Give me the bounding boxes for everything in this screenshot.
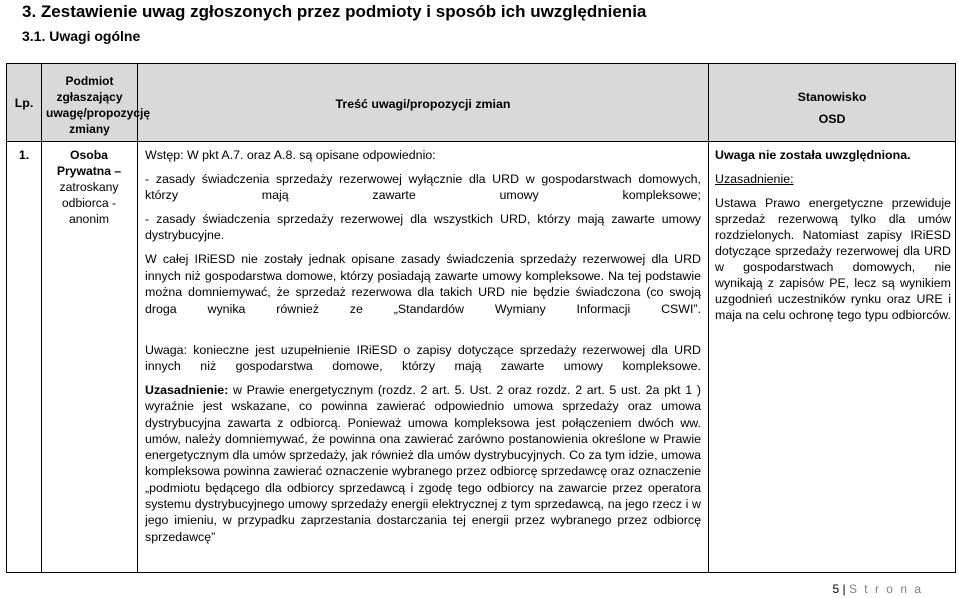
row-tresc-bullet2: - zasady świadczenia sprzedaży rezerwowej dla wszystkich URD, którzy mają zawarte umowy dystrybucyjne. [145, 212, 701, 242]
row-tresc-uzasadnienie [145, 382, 701, 568]
row-stanowisko-text: Ustawa Prawo energetyczne przewiduje sprzedaż rezerwową tylko dla umów rozdzielonych. Natomiast zapisy IRiESD dotyczące sprzedaży rezerwowej dla URD w gospodarstwach domowych, nie wynikają z zapisów PE, lecz są wynikiem uzgodnień uczestników rynku oraz URE i maja na celu ochronę tego typu odbiorców. [715, 196, 951, 322]
table-bottom-border [6, 572, 956, 573]
col-border-right [955, 63, 956, 573]
header-podmiot: Podmiot zgłaszający uwagę/propozycję zmiany [46, 74, 151, 136]
row-podmiot [44, 147, 134, 227]
footer-label: S t r o n a [848, 582, 923, 596]
row-tresc-para2: Uwaga: konieczne jest uzupełnienie IRiESD o zapisy dotyczące sprzedaży rezerwowej dla URD innych niż gospodarstwa domowe, którzy mają zawarte umowy kompleksowe. [145, 343, 701, 373]
page-number: 5 [832, 582, 840, 596]
row-podmiot-name: Osoba Prywatna – [56, 148, 122, 178]
row-podmiot-desc: zatroskany odbiorca - anonim [59, 180, 119, 226]
row-tresc-uzasadnienie-label: Uzasadnienie: [145, 383, 229, 397]
table-top-border [6, 63, 956, 64]
row-lp: 1. [18, 148, 30, 162]
col-border-lp [41, 63, 42, 573]
col-border-podmiot [137, 63, 138, 573]
row-tresc-uzasadnienie-text: w Prawie energetycznym (rozdz. 2 art. 5. Ust. 2 oraz rozdz. 2 art. 5 ust. 2a pkt 1 ) wyraźnie jest wskazane, co powinna zawierać odpowiednio umowa sprzedaży oraz umowa dystrybucyjna zawarta z odbiorcą. Ponieważ umowa kompleksowa jest połączeniem dwóch ww. umów, należy domniemywać, że powinna ona zawierać zarówno postanowienia określone w Prawie energetycznym dla umów sprzedaży, jak również dla umów dystrybucyjnych. Co za tym idzie, umowa kompleksowa powinna zawierać oznaczenie wybranego przez odbiorcę sprzedawcę oraz oznaczenie „podmiotu będącego dla odbiorcy sprzedawcą i zgodę tego odbiorcy na zawarcie przez operatora systemu dystrybucyjnego umowy sprzedaży energii elektrycznej z tym sprzedawcą, na jego rzecz i w jego imieniu, w przypadku zaprzestania dostarczania tej energii przez wybranego przez odbiorcę sprzedawcę” [145, 383, 701, 544]
row-stanowisko-uzas-label: Uzasadnienie: [715, 172, 794, 186]
table-header-bottom-border [6, 141, 956, 142]
row-tresc-intro: Wstęp: W pkt A.7. oraz A.8. są opisane odpowiednio: [145, 148, 436, 162]
section-subtitle: 3.1. Uwagi ogólne [22, 28, 141, 44]
header-osd-label: OSD [818, 112, 846, 126]
row-stanowisko-verdict: Uwaga nie została uwzględniona. [715, 148, 911, 162]
col-border-left [6, 63, 7, 573]
footer-separator: | [842, 582, 846, 596]
row-tresc-para1: W całej IRiESD nie zostały jednak opisane zasady świadczenia sprzedaży rezerwowej dla URD innych niż gospodarstwa domowe, którzy posiadają zawarte umowy kompleksowe. Na tej podstawie można domniemywać, że sprzedaż rezerwowa dla takich URD nie będzie świadczona (co swoją droga wynika również ze „Standardów Wymiany Informacji CSWI”. [145, 252, 701, 316]
header-stanowisko [709, 86, 955, 130]
header-lp: Lp. [14, 96, 34, 110]
row-tresc-bullet1: - zasady świadczenia sprzedaży rezerwowej wyłącznie dla URD w gospodarstwach domowych, którzy mają zawarte umowy kompleksowe; [145, 172, 701, 202]
header-stanowisko-label: Stanowisko [797, 90, 867, 104]
section-title: 3. Zestawienie uwag zgłoszonych przez podmioty i sposób ich uwzględnienia [22, 2, 647, 21]
page-footer [832, 582, 923, 596]
header-tresc: Treść uwagi/propozycji zmian [335, 97, 511, 111]
col-border-tresc [708, 63, 709, 573]
